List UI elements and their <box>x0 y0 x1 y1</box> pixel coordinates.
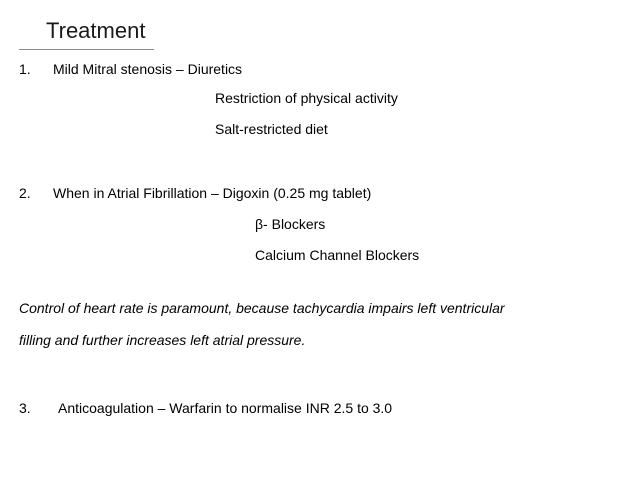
item-1-text: Mild Mitral stenosis – Diuretics <box>53 61 243 77</box>
item-2-number: 2. <box>19 185 31 201</box>
item-3-number: 3. <box>19 400 31 416</box>
item-1-number: 1. <box>19 61 31 77</box>
slide-title: Treatment <box>46 18 146 43</box>
note-line-1: Control of heart rate is paramount, because tachycardia impairs left ventricular <box>19 300 505 316</box>
item-2-sub-1: β- Blockers <box>255 216 326 232</box>
item-1-sub-2: Salt-restricted diet <box>215 121 328 137</box>
item-3-text: Anticoagulation – Warfarin to normalise INR 2.5 to 3.0 <box>58 400 393 416</box>
note-line-2: filling and further increases left atrial pressure. <box>19 332 306 348</box>
item-2-text: When in Atrial Fibrillation – Digoxin (0.25 mg tablet) <box>53 185 372 201</box>
title-underline <box>19 49 154 50</box>
item-2-sub-2: Calcium Channel Blockers <box>255 247 420 263</box>
item-1-sub-1: Restriction of physical activity <box>215 90 398 106</box>
